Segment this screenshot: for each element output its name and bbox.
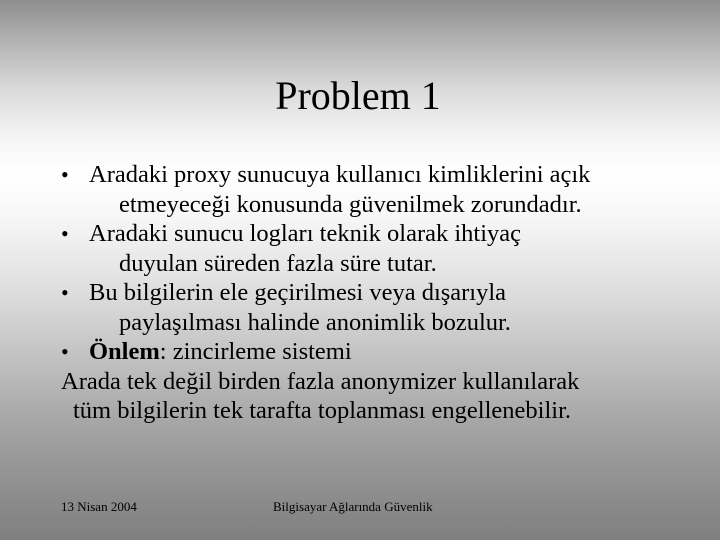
bullet-item xyxy=(61,219,701,278)
footer-title: Bilgisayar Ağlarında Güvenlik xyxy=(273,499,433,514)
paragraph-line: tüm bilgilerin tek tarafta toplanması engellenebilir. xyxy=(73,397,572,424)
bullet-text-line: duyulan süreden fazla süre tutar. xyxy=(119,249,437,277)
bullet-point: • xyxy=(61,280,69,305)
paragraph xyxy=(61,367,701,426)
bullet-point: • xyxy=(61,221,69,246)
bullet-item xyxy=(61,278,701,337)
slide-title xyxy=(0,72,720,120)
bullet-point: • xyxy=(61,339,69,364)
bullet-text-line: Aradaki sunucu logları teknik olarak ihtiyaç xyxy=(89,220,522,247)
bullet-point: • xyxy=(61,162,69,187)
bullet-text-line xyxy=(89,337,701,367)
bullet-text-rest: : zincirleme sistemi xyxy=(159,338,352,365)
bullet-item xyxy=(61,160,701,219)
bold-keyword: Önlem xyxy=(89,338,160,365)
footer-date: 13 Nisan 2004 xyxy=(61,499,137,514)
bullet-text-line: Bu bilgilerin ele geçirilmesi veya dışarıyla xyxy=(89,279,507,306)
slide-title-text: Problem 1 xyxy=(275,73,441,118)
bullet-text-line: Aradaki proxy sunucuya kullanıcı kimliklerini açık xyxy=(89,161,591,188)
paragraph-line: Arada tek değil birden fazla anonymizer kullanılarak xyxy=(61,367,580,395)
slide-body xyxy=(61,160,701,426)
bullet-item xyxy=(61,337,701,367)
bullet-text-line: etmeyeceği konusunda güvenilmek zorundadır. xyxy=(119,190,582,218)
bullet-text-line: paylaşılması halinde anonimlik bozulur. xyxy=(119,308,511,336)
